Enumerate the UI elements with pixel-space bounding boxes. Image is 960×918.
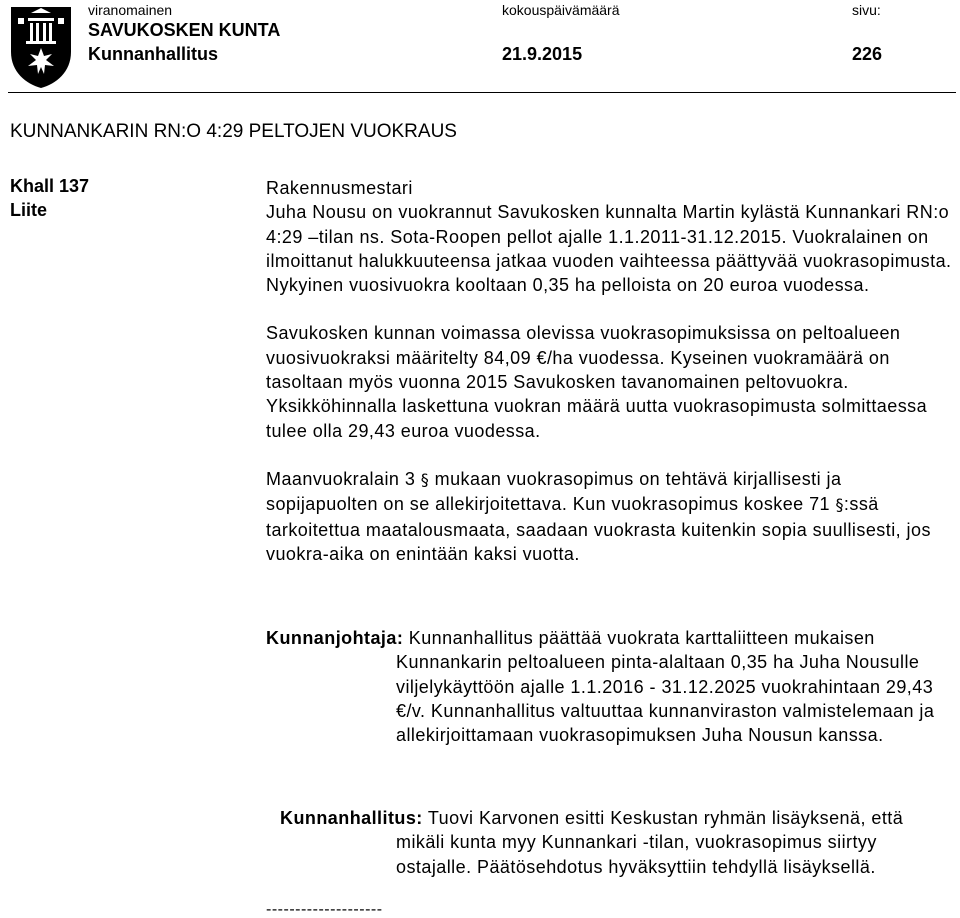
proposal-text: Kunnanhallitus päättää vuokrata karttaliitteen mukaisen Kunnankarin peltoalueen pinta-alaltaan 0,35 ha Juha Nousulle viljelykäyttöön ajalle 1.1.2016 - 31.12.2025 vuokrahintaan 29,43 €/v. Kunnanhallitus valtuuttaa kunnanviraston valmistelemaan ja allekirjoittamaan vuokrasopimuksen Juha Nousun kanssa. (396, 628, 935, 746)
section-sign: § (420, 469, 430, 489)
meeting-date-label: kokouspäivämäärä (502, 2, 620, 18)
section-sign: § (835, 495, 844, 515)
separator-line: -------------------- (266, 901, 383, 918)
meeting-date: 21.9.2015 (502, 44, 583, 64)
coat-of-arms-logo (8, 4, 74, 90)
document-body (266, 176, 956, 566)
paragraph-legal-basis: Maanvuokralain 3 § mukaan vuokrasopimus on tehtävä kirjallisesti ja sopijapuolten on se allekirjoitettava. Kun vuokrasopimus koskee 71 §:ssä tarkoitettua maatalousmaata, saadaan vuokrasta kuitenkin sopia suullisesti, jos vuokra-aika on enintään kaksi vuotta. (266, 468, 931, 564)
header-rule (8, 92, 956, 93)
body-name: Kunnanhallitus (88, 44, 218, 64)
attachment-label: Liite (10, 200, 48, 220)
page-number: 226 (852, 44, 883, 64)
section-number: Khall 137 (10, 176, 90, 196)
organization-name: SAVUKOSKEN KUNTA (88, 20, 281, 40)
page-label: sivu: (852, 2, 881, 18)
preparer: Rakennusmestari (266, 178, 413, 198)
paragraph-background: Juha Nousu on vuokrannut Savukosken kunnalta Martin kylästä Kunnankari RN:o 4:29 –tilan ns. Sota-Roopen pellot ajalle 1.1.2011-31.12.2015. Vuokralainen on ilmoittanut halukkuuteensa jatkaa vuoden vaihteessa päättyvää vuokrasopimusta. Nykyinen vuosivuokra kooltaan 0,35 ha pelloista on 20 euroa vuodessa. (266, 202, 952, 296)
proposal-block (266, 626, 956, 747)
decision-block (280, 806, 956, 879)
paragraph-rent-level: Savukosken kunnan voimassa olevissa vuokrasopimuksissa on peltoalueen vuosivuokraksi määritelty 84,09 €/ha vuodessa. Kyseinen vuokramäärä on tasoltaan myös vuonna 2015 Savukosken tavanomainen peltovuokra. Yksikköhinnalla laskettuna vuokran määrä uutta vuokrasopimusta solmittaessa tulee olla 29,43 euroa vuodessa. (266, 323, 928, 441)
proposal-label: Kunnanjohtaja: (266, 628, 404, 648)
decision-text: Tuovi Karvonen esitti Keskustan ryhmän lisäyksenä, että mikäli kunta myy Kunnankari -tilan, vuokrasopimus siirtyy ostajalle. Päätösehdotus hyväksyttiin tehdyllä lisäyksellä. (396, 808, 904, 877)
document-title: KUNNANKARIN RN:O 4:29 PELTOJEN VUOKRAUS (10, 121, 457, 142)
doc-type-label: viranomainen (88, 2, 173, 18)
decision-label: Kunnanhallitus: (280, 808, 423, 828)
